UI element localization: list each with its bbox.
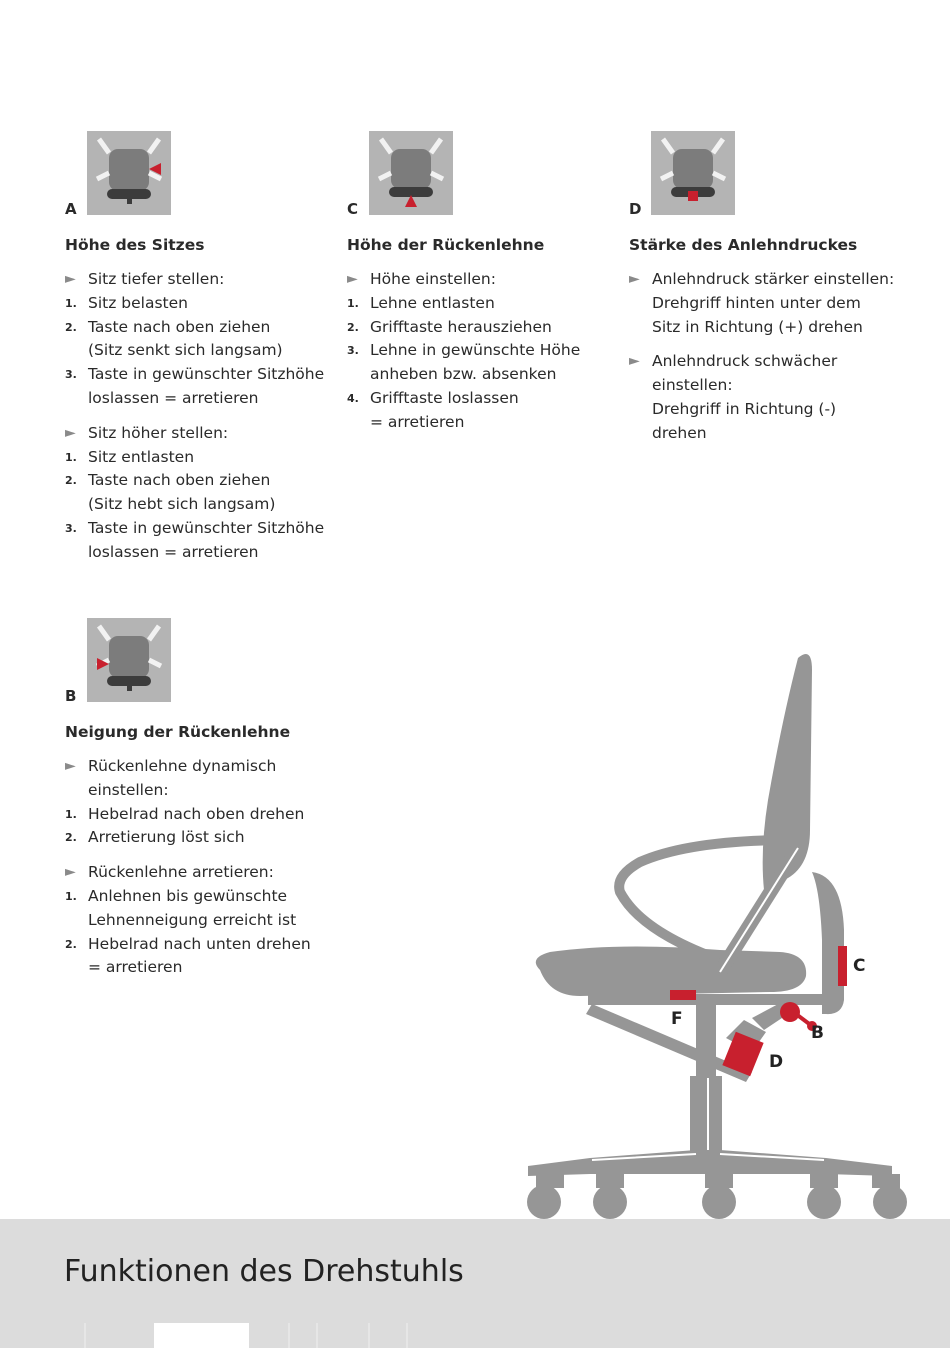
instruction-line [65, 956, 311, 980]
instruction-line [65, 268, 324, 292]
footer-divider [288, 1323, 290, 1348]
backrest-height-thumbnail [369, 131, 453, 215]
instruction-line [629, 398, 894, 422]
instruction-text: (Sitz hebt sich langsam) [88, 495, 276, 514]
instruction-text: Sitz belasten [88, 293, 188, 312]
instruction-group [629, 350, 894, 445]
step-number: 4. [347, 391, 359, 405]
instruction-group [65, 268, 324, 411]
instruction-group [65, 755, 311, 850]
step-number: 2. [65, 937, 77, 951]
section-heading: Höhe der Rückenlehne [347, 236, 545, 254]
instruction-line [65, 779, 311, 803]
step-number: 2. [65, 320, 77, 334]
instruction-line [347, 411, 580, 435]
footer-divider [406, 1323, 408, 1348]
instruction-line [629, 268, 894, 292]
instruction-line [629, 422, 894, 446]
instruction-text: Rückenlehne arretieren: [88, 863, 274, 882]
instruction-text: einstellen: [652, 376, 733, 395]
step-number: 3. [347, 344, 359, 358]
instruction-text: = arretieren [370, 412, 465, 431]
step-number: 2. [347, 320, 359, 334]
instruction-line [65, 446, 324, 470]
bullet-arrow-icon: ► [65, 758, 76, 774]
instruction-text: Höhe einstellen: [370, 270, 496, 288]
instruction-text: Taste nach oben ziehen [88, 471, 271, 490]
step-number: 1. [65, 450, 77, 464]
instruction-text: Grifftaste herausziehen [370, 317, 552, 336]
section-letter: B [65, 687, 77, 705]
diagram-label-c: C [853, 956, 866, 976]
instruction-group [65, 861, 311, 980]
section-heading: Höhe des Sitzes [65, 236, 205, 254]
section-letter: A [65, 200, 77, 218]
instruction-text: Rückenlehne dynamisch [88, 757, 277, 775]
instruction-line [347, 387, 580, 411]
instruction-text: Sitz entlasten [88, 447, 195, 466]
instruction-line [65, 541, 324, 565]
instruction-text: loslassen = arretieren [88, 542, 259, 561]
instruction-text: (Sitz senkt sich langsam) [88, 341, 283, 360]
instruction-line [65, 861, 311, 885]
diagram-label-b: B [811, 1023, 824, 1043]
bullet-arrow-icon: ► [65, 271, 76, 287]
instruction-text: Lehne in gewünschte Höhe [370, 341, 581, 360]
instruction-text: Hebelrad nach oben drehen [88, 804, 305, 823]
diagram-label-f: F [671, 1009, 683, 1029]
instruction-line [629, 350, 894, 374]
instruction-text: Drehgriff hinten unter dem [652, 293, 861, 312]
step-number: 1. [347, 296, 359, 310]
instruction-line [347, 292, 580, 316]
instruction-line [65, 339, 324, 363]
instruction-text: einstellen: [88, 780, 169, 799]
instruction-list [629, 268, 894, 457]
chair-illustration [520, 640, 920, 1220]
section-letter: C [347, 200, 359, 218]
instruction-line [629, 292, 894, 316]
instruction-line [65, 469, 324, 493]
instruction-line [629, 316, 894, 340]
section-heading: Stärke des Anlehndruckes [629, 236, 858, 254]
instruction-text: Arretierung löst sich [88, 828, 245, 847]
footer-divider [84, 1323, 86, 1348]
footer-divider [368, 1323, 370, 1348]
instruction-text: loslassen = arretieren [88, 388, 259, 407]
step-number: 1. [65, 889, 77, 903]
instruction-text: Taste nach oben ziehen [88, 317, 271, 336]
instruction-list [65, 268, 324, 576]
footer-divider [316, 1323, 318, 1348]
instruction-text: Sitz tiefer stellen: [88, 270, 225, 288]
instruction-text: Anlehndruck schwächer [652, 352, 838, 371]
instruction-group [347, 268, 580, 435]
instruction-text: Grifftaste loslassen [370, 388, 519, 407]
instruction-line [65, 803, 311, 827]
section-heading: Neigung der Rückenlehne [65, 723, 291, 741]
instruction-text: Drehgriff in Richtung (-) [652, 399, 837, 418]
instruction-text: drehen [652, 423, 707, 442]
backrest-tilt-thumbnail [87, 618, 171, 702]
instruction-line [347, 339, 580, 363]
instruction-text: Lehne entlasten [370, 293, 495, 312]
instruction-text: Taste in gewünschter Sitzhöhe [88, 518, 325, 537]
step-number: 2. [65, 474, 77, 488]
instruction-line [65, 422, 324, 446]
instruction-line [65, 292, 324, 316]
step-number: 3. [65, 521, 77, 535]
instruction-list [65, 755, 311, 991]
instruction-group [65, 422, 324, 565]
bullet-arrow-icon: ► [65, 864, 76, 881]
instruction-text: Lehnenneigung erreicht ist [88, 910, 297, 929]
instruction-line [347, 363, 580, 387]
seat-height-thumbnail [87, 131, 171, 215]
instruction-line [65, 909, 311, 933]
bullet-arrow-icon: ► [65, 424, 76, 441]
bullet-arrow-icon: ► [629, 271, 640, 287]
instruction-text: Sitz höher stellen: [88, 423, 229, 442]
instruction-line [65, 517, 324, 541]
instruction-line [65, 933, 311, 957]
instruction-line [629, 374, 894, 398]
step-number: 3. [65, 368, 77, 382]
footer-tab-marker [154, 1323, 249, 1348]
diagram-label-d: D [769, 1052, 784, 1072]
page-title: Funktionen des Drehstuhls [64, 1254, 464, 1289]
instruction-text: Hebelrad nach unten drehen [88, 934, 311, 953]
instruction-group [629, 268, 894, 339]
backrest-pressure-thumbnail [651, 131, 735, 215]
instruction-line [65, 363, 324, 387]
bullet-arrow-icon: ► [347, 271, 358, 287]
instruction-text: Anlehnen bis gewünschte [88, 886, 288, 905]
section-letter: D [629, 200, 642, 218]
instruction-line [65, 755, 311, 779]
instruction-text: Anlehndruck stärker einstellen: [652, 270, 895, 288]
instruction-line [65, 826, 311, 850]
chair-diagram [520, 640, 920, 1224]
instruction-line [347, 316, 580, 340]
step-number: 1. [65, 807, 77, 821]
instruction-line [65, 885, 311, 909]
instruction-list [347, 268, 580, 446]
instruction-line [65, 387, 324, 411]
bullet-arrow-icon: ► [629, 353, 640, 370]
instruction-text: anheben bzw. absenken [370, 365, 557, 384]
instruction-line [65, 493, 324, 517]
step-number: 2. [65, 831, 77, 845]
instruction-text: Sitz in Richtung (+) drehen [652, 317, 863, 336]
instruction-line [347, 268, 580, 292]
step-number: 1. [65, 296, 77, 310]
instruction-text: = arretieren [88, 958, 183, 977]
instruction-line [65, 316, 324, 340]
instruction-text: Taste in gewünschter Sitzhöhe [88, 365, 325, 384]
